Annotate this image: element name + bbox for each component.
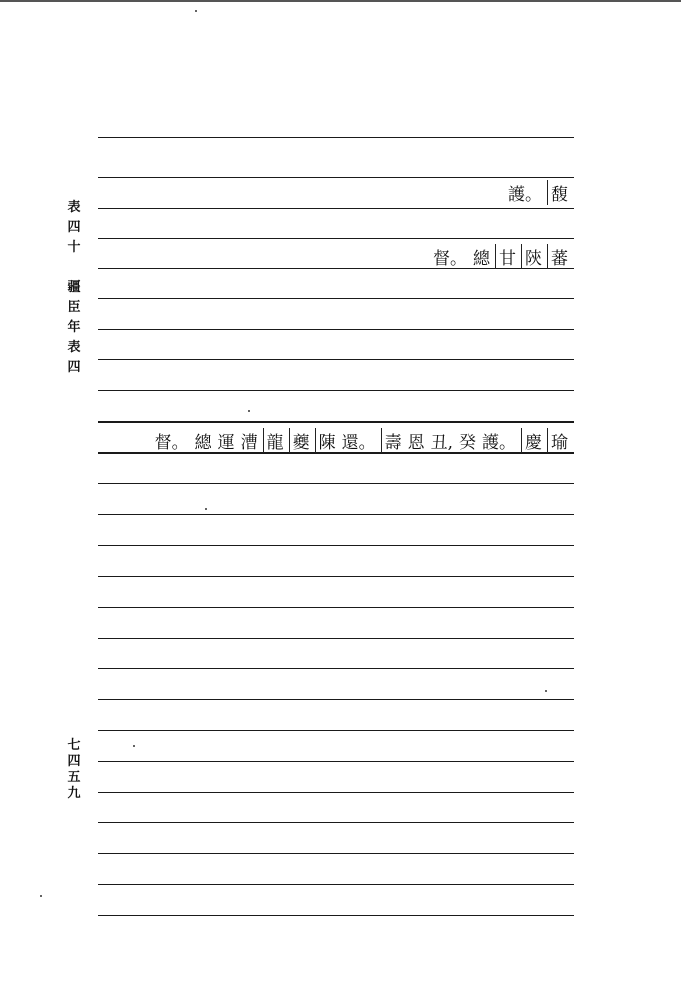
entry-char: 瑜 [547, 428, 571, 453]
table-rule-line [98, 390, 574, 391]
table-rule-line [98, 576, 574, 577]
entry-row-3 [152, 428, 571, 453]
table-rule-line [98, 699, 574, 700]
entry-char: 壽 [381, 428, 405, 453]
table-rule-line [98, 137, 574, 138]
table-rule-line [98, 884, 574, 885]
scan-speck [205, 508, 207, 510]
margin-char: 臣 [67, 300, 81, 315]
margin-char: 四 [67, 754, 81, 769]
margin-char: 五 [67, 770, 81, 785]
table-rule-line [98, 915, 574, 916]
table-rule-line [98, 638, 574, 639]
entry-char: 甘 [495, 244, 519, 269]
page-top-edge [0, 0, 681, 2]
margin-char: 十 [67, 240, 81, 255]
table-rule-line [98, 359, 574, 360]
entry-char: 陝 [521, 244, 545, 269]
margin-char: 七 [67, 738, 81, 753]
margin-char: 疆 [67, 280, 81, 295]
entry-row-2 [430, 244, 571, 269]
table-rule-line [98, 822, 574, 823]
page-number [66, 738, 82, 802]
entry-char: 總 [473, 249, 490, 269]
entry-char: 督。 [154, 433, 189, 453]
table-rule-line [98, 421, 574, 423]
entry-char: 運 [217, 433, 235, 453]
table-rule-line [98, 298, 574, 299]
table-rule-line [98, 514, 574, 515]
entry-char: 慶 [521, 428, 545, 453]
table-rule-line [98, 483, 574, 484]
table-rule-line [98, 761, 574, 762]
table-rule-line [98, 730, 574, 731]
margin-char: 年 [67, 320, 81, 335]
margin-char [66, 258, 82, 278]
entry-char: 癸 [459, 433, 476, 453]
entry-char: 丑, [430, 433, 453, 453]
entry-char: 護。 [482, 433, 516, 453]
entry-char: 護。 [508, 185, 542, 205]
entry-char: 夔 [289, 428, 313, 453]
table-rule-line [98, 545, 574, 546]
margin-char: 表 [67, 200, 81, 215]
scan-speck [195, 10, 197, 12]
entry-row-1 [505, 180, 571, 205]
table-rule-line [98, 607, 574, 608]
margin-table-title [66, 198, 82, 378]
entry-char: 恩 [407, 433, 425, 453]
table-rule-line [98, 668, 574, 669]
table-rule-line [98, 208, 574, 209]
scan-speck [545, 690, 547, 692]
margin-char: 九 [67, 786, 81, 801]
scan-speck [133, 745, 135, 747]
scan-speck [40, 895, 42, 897]
table-rule-line [98, 238, 574, 239]
margin-char: 表 [67, 340, 81, 355]
entry-char: 還。 [341, 433, 376, 453]
entry-char: 總 [194, 433, 212, 453]
entry-char: 陳 [315, 428, 339, 453]
table-rule-line [98, 853, 574, 854]
margin-char: 四 [67, 360, 81, 375]
entry-char: 督。 [433, 249, 467, 269]
entry-char: 蕃 [547, 244, 571, 269]
entry-char: 馥 [547, 180, 571, 205]
entry-char: 漕 [240, 433, 258, 453]
entry-char: 龍 [263, 428, 287, 453]
margin-char: 四 [67, 220, 81, 235]
table-rule-line [98, 329, 574, 330]
scan-speck [248, 410, 250, 412]
table-rule-line [98, 792, 574, 793]
table-rule-line [98, 177, 574, 178]
